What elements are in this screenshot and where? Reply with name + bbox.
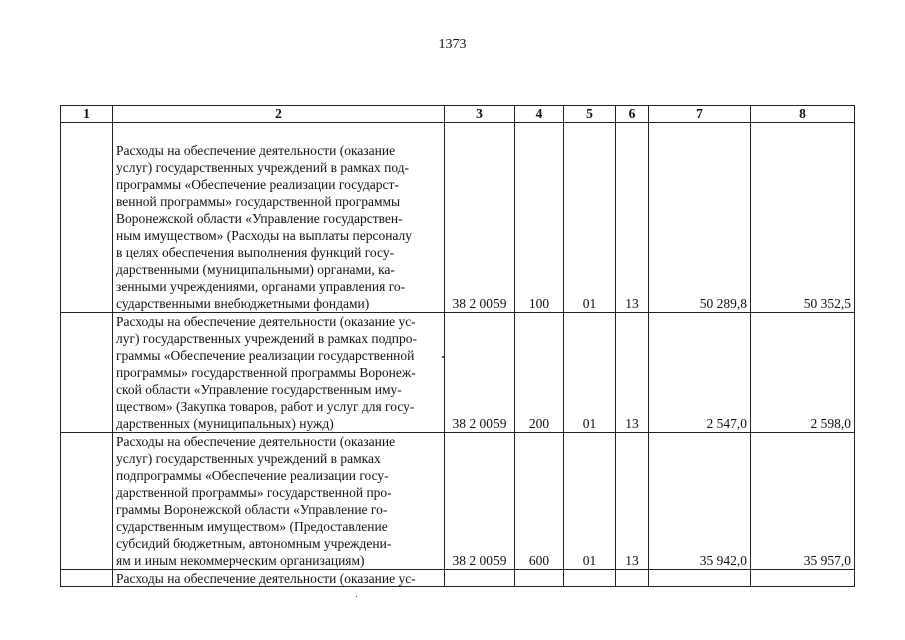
section-cell: 01 <box>564 313 616 433</box>
subsection-cell <box>616 570 649 587</box>
row-number-cell <box>61 433 113 570</box>
expense-type-cell: 600 <box>515 433 564 570</box>
description-cell <box>113 570 445 587</box>
header-col-2: 2 <box>113 106 445 123</box>
description-line: Расходы на обеспечение деятельности (оказание ус- <box>116 314 416 329</box>
expense-type-cell: 200 <box>515 313 564 433</box>
description-line: сударственным имуществом» (Предоставление <box>116 519 388 534</box>
table-row <box>61 433 855 570</box>
description-line: дарственных (муниципальных) нужд) <box>116 416 334 431</box>
row-number-cell <box>61 123 113 313</box>
header-col-5: 5 <box>564 106 616 123</box>
amount-year-2-cell: 50 352,5 <box>751 123 855 313</box>
description-line: услуг) государственных учреждений в рамках <box>116 451 381 466</box>
header-col-4: 4 <box>515 106 564 123</box>
header-col-7: 7 <box>649 106 751 123</box>
page-number: 1373 <box>438 37 467 52</box>
expense-type-cell <box>515 570 564 587</box>
table-row <box>61 123 855 313</box>
description-line: программы» государственной программы Воронеж- <box>116 365 416 380</box>
description-line: дарственными (муниципальными) органами, ка- <box>116 262 395 277</box>
header-col-8: 8 <box>751 106 855 123</box>
description-line: ществом» (Закупка товаров, работ и услуг для госу- <box>116 399 415 414</box>
scan-speck <box>442 356 444 358</box>
description-line: граммы Воронежской области «Управление го- <box>116 502 388 517</box>
description-cell <box>113 313 445 433</box>
description-line: граммы «Обеспечение реализации государственной <box>116 348 415 363</box>
description-line: сударственными внебюджетными фондами) <box>116 296 370 311</box>
amount-year-1-cell <box>649 570 751 587</box>
subsection-cell: 13 <box>616 433 649 570</box>
description-cell <box>113 123 445 313</box>
description-line: услуг) государственных учреждений в рамках под- <box>116 160 410 175</box>
description-line: подпрограммы «Обеспечение реализации госу- <box>116 468 389 483</box>
amount-year-1-cell: 2 547,0 <box>649 313 751 433</box>
amount-year-2-cell: 2 598,0 <box>751 313 855 433</box>
description-line: венной программы» государственной программы <box>116 194 401 209</box>
target-code-cell: 38 2 0059 <box>445 123 515 313</box>
header-col-1: 1 <box>61 106 113 123</box>
section-cell: 01 <box>564 123 616 313</box>
description-line: Воронежской области «Управление государствен- <box>116 211 403 226</box>
target-code-cell <box>445 570 515 587</box>
header-col-6: 6 <box>616 106 649 123</box>
header-row <box>61 106 855 123</box>
target-code-cell: 38 2 0059 <box>445 433 515 570</box>
amount-year-2-cell: 35 957,0 <box>751 433 855 570</box>
description-line: Расходы на обеспечение деятельности (оказание ус- <box>116 571 416 586</box>
amount-year-1-cell: 35 942,0 <box>649 433 751 570</box>
table-row <box>61 313 855 433</box>
amount-year-2-cell <box>751 570 855 587</box>
target-code-cell: 38 2 0059 <box>445 313 515 433</box>
description-line: ям и иным некоммерческим организациям) <box>116 553 365 568</box>
description-line: луг) государственных учреждений в рамках подпро- <box>116 331 418 346</box>
description-line: в целях обеспечения выполнения функций госу- <box>116 245 395 260</box>
expense-type-cell: 100 <box>515 123 564 313</box>
row-number-cell <box>61 313 113 433</box>
subsection-cell: 13 <box>616 123 649 313</box>
header-col-3: 3 <box>445 106 515 123</box>
description-line: Расходы на обеспечение деятельности (оказание <box>116 143 396 158</box>
amount-year-1-cell: 50 289,8 <box>649 123 751 313</box>
description-line: дарственной программы» государственной про- <box>116 485 392 500</box>
description-line: ской области «Управление государственным иму- <box>116 382 402 397</box>
description-line: ным имуществом» (Расходы на выплаты персоналу <box>116 228 413 243</box>
section-cell <box>564 570 616 587</box>
description-cell <box>113 433 445 570</box>
section-cell: 01 <box>564 433 616 570</box>
description-line: зенными учреждениями, органами управления го- <box>116 279 406 294</box>
description-line: программы «Обеспечение реализации государст- <box>116 177 399 192</box>
description-line: Расходы на обеспечение деятельности (оказание <box>116 434 396 449</box>
description-line: субсидий бюджетным, автономным учреждени- <box>116 536 392 551</box>
subsection-cell: 13 <box>616 313 649 433</box>
scan-speck <box>356 596 357 597</box>
table-row <box>61 570 855 587</box>
budget-table <box>60 105 855 587</box>
row-number-cell <box>61 570 113 587</box>
